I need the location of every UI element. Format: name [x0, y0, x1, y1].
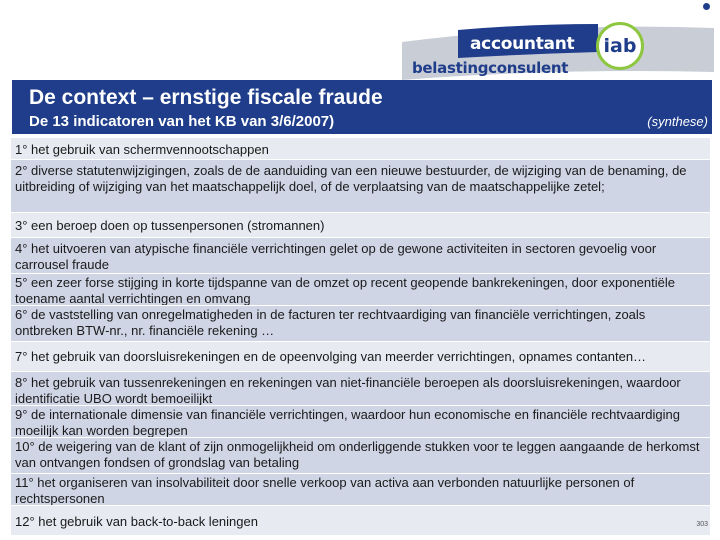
indicator-8: 8° het gebruik van tussenrekeningen en rekeningen van niet-financiële beroepen als doorsluisrekeningen, waardoor identificatie UBO wordt bemoeilijkt [11, 372, 710, 406]
indicator-12: 12° het gebruik van back-to-back leningen [11, 506, 710, 536]
indicator-4: 4° het uitvoeren van atypische financiële verrichtingen gelet op de gewone activiteiten in sectoren gevoelig voor carrousel fraude [11, 238, 710, 274]
logo-iab-mark: iab [596, 22, 644, 70]
indicator-11: 11° het organiseren van insolvabiliteit door snelle verkoop van activa aan verbonden natuurlijke personen of rechtspersonen [11, 474, 710, 506]
slide-subtitle: De 13 indicatoren van het KB van 3/6/2007) [29, 113, 335, 130]
logo-line-belastingconsulent: belastingconsulent [412, 59, 569, 77]
indicator-10: 10° de weigering van de klant of zijn onmogelijkheid om onderliggende stukken voor te leggen aangaande de herkomst van ontvangen fondsen of grondslag van betaling [11, 438, 710, 474]
title-bar [12, 80, 712, 134]
indicator-9: 9° de internationale dimensie van financiële verrichtingen, waardoor hun economische en financiële rechtvaardiging moeilijk kan worden begrepen [11, 406, 710, 438]
page-number: 303 [696, 521, 708, 528]
logo-line-accountant: accountant [470, 34, 575, 54]
indicator-7: 7° het gebruik van doorsluisrekeningen en de opeenvolging van meerder verrichtingen, opnames contanten… [11, 342, 710, 372]
indicator-list [11, 138, 710, 536]
iab-logo [398, 14, 718, 84]
slide-title: De context – ernstige fiscale fraude [29, 86, 383, 109]
indicator-5: 5° een zeer forse stijging in korte tijdspanne van de omzet op recent geopende bankrekeningen, door exponentiële toename aantal verrichtingen en omvang [11, 274, 710, 306]
corner-dot [703, 3, 710, 10]
synthese-note: (synthese) [647, 114, 708, 129]
indicator-2: 2° diverse statutenwijzigingen, zoals de de aanduiding van een nieuwe bestuurder, de wijziging van de benaming, de uitbreiding of wijziging van het maatschappelijk doel, of de verplaatsing van de maatschappelijke zetel; [11, 160, 710, 213]
indicator-3: 3° een beroep doen op tussenpersonen (stromannen) [11, 213, 710, 238]
indicator-1: 1° het gebruik van schermvennootschappen [11, 138, 710, 160]
indicator-6: 6° de vaststelling van onregelmatigheden in de facturen ter rechtvaardiging van financiële verrichtingen, zoals ontbreken BTW-nr., nr. financiële rekening … [11, 306, 710, 342]
